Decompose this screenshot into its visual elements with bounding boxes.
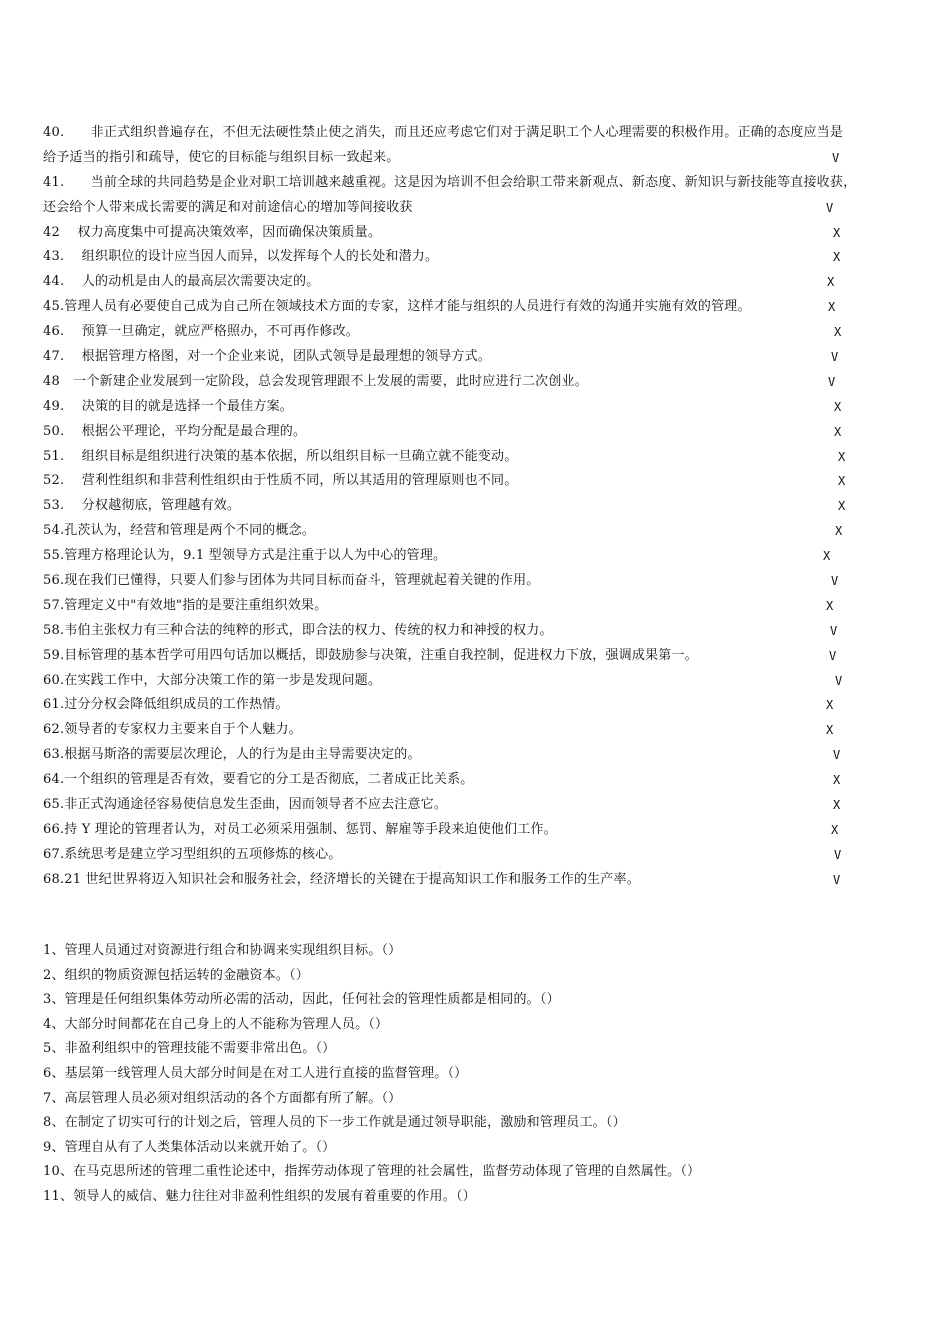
statement-text: 51. 组织目标是组织进行决策的基本依据，所以组织目标一旦确立就不能变动。: [43, 448, 518, 464]
statement-text: 47. 根据管理方格图，对一个企业来说，团队式领导是最理想的领导方式。: [43, 349, 492, 365]
statement-text: 52. 营利性组织和非营利性组织由于性质不同，所以其适用的管理原则也不同。: [43, 473, 518, 489]
question-item: 11、领导人的威信、魅力往往对非盈利性组织的发展有着重要的作用。（）: [43, 1188, 476, 1204]
statement-text: 58.韦伯主张权力有三种合法的纯粹的形式，即合法的权力、传统的权力和神授的权力。: [43, 622, 553, 638]
statement-text: 44. 人的动机是由人的最高层次需要决定的。: [43, 274, 320, 290]
statement-text: 43. 组织职位的设计应当因人而异，以发挥每个人的长处和潜力。: [43, 249, 439, 265]
question-item: 5、非盈利组织中的管理技能不需要非常出色。（）: [43, 1041, 336, 1057]
answer-mark: X: [835, 524, 843, 539]
statement-line: [43, 345, 913, 370]
answer-mark: X: [823, 549, 831, 564]
statement-line: [43, 793, 913, 818]
answer-mark: V: [828, 374, 836, 389]
statement-text: 45.管理人员有必要使自己成为自己所在领域技术方面的专家，这样才能与组织的人员进行有效的沟通并实施有效的管理。: [43, 299, 751, 315]
statement-line: [43, 743, 913, 768]
statement-line: [43, 619, 913, 644]
statement-text: 65.非正式沟通途径容易使信息发生歪曲，因而领导者不应去注意它。: [43, 797, 448, 813]
statement-line: [43, 718, 913, 743]
statement-line: [43, 469, 913, 494]
statement-text: 63.根据马斯洛的需要层次理论，人的行为是由主导需要决定的。: [43, 747, 421, 763]
statement-line: [43, 270, 913, 295]
answer-mark: V: [829, 648, 837, 663]
statement-line: [43, 370, 913, 395]
answer-mark: X: [833, 225, 841, 240]
statement-text: 59.目标管理的基本哲学可用四句话加以概括，即鼓励参与决策，注重自我控制，促进权力下放，强调成果第一。: [43, 647, 698, 663]
statement-text: 54.孔茨认为，经营和管理是两个不同的概念。: [43, 523, 316, 539]
statement-line: [43, 445, 913, 470]
statement-text: 42 权力高度集中可提高决策效率，因而确保决策质量。: [43, 224, 382, 240]
answer-mark: X: [838, 499, 846, 514]
statement-text: 57.管理定义中"有效地"指的是要注重组织效果。: [43, 597, 328, 613]
statement-line: [43, 221, 913, 246]
answer-mark: X: [833, 798, 841, 813]
question-list: [43, 939, 913, 1210]
answer-mark: X: [826, 598, 834, 613]
statement-line: [43, 146, 913, 171]
statement-line: [43, 818, 913, 843]
answer-mark: X: [833, 773, 841, 788]
statement-line: [43, 693, 913, 718]
statement-text: 62.领导者的专家权力主要来自于个人魅力。: [43, 722, 302, 738]
statement-line: [43, 245, 913, 270]
answer-mark: V: [830, 623, 838, 638]
answer-mark: X: [828, 300, 836, 315]
statement-text: 64.一个组织的管理是否有效，要看它的分工是否彻底，二者成正比关系。: [43, 772, 474, 788]
answer-mark: V: [826, 200, 834, 215]
answer-mark: V: [835, 673, 843, 688]
statement-text: 55.管理方格理论认为，9.1 型领导方式是注重于以人为中心的管理。: [43, 548, 447, 564]
statement-line: [43, 121, 913, 146]
statement-text: 56.现在我们已懂得，只要人们参与团体为共同目标而奋斗，管理就起着关键的作用。: [43, 573, 540, 589]
statement-line: [43, 594, 913, 619]
statement-text: 60.在实践工作中，大部分决策工作的第一步是发现问题。: [43, 672, 382, 688]
statement-text: 48 一个新建企业发展到一定阶段，总会发现管理跟不上发展的需要，此时应进行二次创业。: [43, 373, 588, 389]
answer-mark: X: [827, 275, 835, 290]
question-item: 9、管理自从有了人类集体活动以来就开始了。（）: [43, 1139, 336, 1155]
statement-line: [43, 644, 913, 669]
statement-text: 40. 非正式组织普遍存在，不但无法硬性禁止使之消失，而且还应考虑它们对于满足职工个人心理需要的积极作用。正确的态度应当是: [43, 125, 844, 140]
statement-text: 67.系统思考是建立学习型组织的五项修炼的核心。: [43, 846, 342, 862]
judgment-answer-list: [43, 121, 913, 893]
question-item: 1、管理人员通过对资源进行组合和协调来实现组织目标。（）: [43, 943, 402, 958]
answer-mark: V: [831, 350, 839, 365]
answer-mark: V: [833, 872, 841, 887]
statement-line: [43, 494, 913, 519]
statement-line: [43, 320, 913, 345]
answer-mark: X: [833, 250, 841, 265]
statement-text: 49. 决策的目的就是选择一个最佳方案。: [43, 398, 294, 414]
statement-text: 还会给个人带来成长需要的满足和对前途信心的增加等间接收获: [43, 199, 413, 215]
answer-mark: X: [826, 698, 834, 713]
statement-line: [43, 669, 913, 694]
statement-line: [43, 768, 913, 793]
question-item: 2、组织的物质资源包括运转的金融资本。（）: [43, 967, 309, 983]
answer-mark: V: [834, 847, 842, 862]
statement-text: 68.21 世纪世界将迈入知识社会和服务社会，经济增长的关键在于提高知识工作和服务工作的生产率。: [43, 871, 640, 887]
statement-text: 41. 当前全球的共同趋势是企业对职工培训越来越重视。这是因为培训不但会给职工带来新观点、新态度、新知识与新技能等直接收获，: [43, 174, 857, 190]
question-item: 6、基层第一线管理人员大部分时间是在对工人进行直接的监督管理。（）: [43, 1065, 468, 1081]
statement-line: [43, 420, 913, 445]
question-item: 4、大部分时间都花在自己身上的人不能称为管理人员。（）: [43, 1016, 389, 1032]
statement-line: [43, 295, 913, 320]
answer-mark: V: [833, 748, 841, 763]
answer-mark: V: [832, 150, 840, 165]
question-item: 8、在制定了切实可行的计划之后，管理人员的下一步工作就是通过领导职能，激励和管理员工。（）: [43, 1115, 626, 1131]
answer-mark: V: [831, 574, 839, 589]
statement-line: [43, 171, 913, 196]
statement-line: [43, 519, 913, 544]
answer-mark: X: [834, 424, 842, 439]
statement-text: 66.持 Y 理论的管理者认为，对员工必须采用强制、惩罚、解雇等手段来迫使他们工作。: [43, 821, 557, 837]
question-item: 7、高层管理人员必须对组织活动的各个方面都有所了解。（）: [43, 1090, 402, 1106]
statement-line: [43, 196, 913, 221]
answer-mark: X: [834, 399, 842, 414]
statement-text: 61.过分分权会降低组织成员的工作热情。: [43, 697, 289, 713]
statement-text: 给予适当的指引和疏导，使它的目标能与组织目标一致起来。: [43, 149, 400, 165]
answer-mark: X: [838, 449, 846, 464]
answer-mark: X: [831, 822, 839, 837]
statement-text: 53. 分权越彻底，管理越有效。: [43, 498, 241, 514]
question-item: 10、在马克思所述的管理二重性论述中，指挥劳动体现了管理的社会属性，监督劳动体现了管理的自然属性。（）: [43, 1164, 701, 1180]
statement-text: 46. 预算一旦确定，就应严格照办，不可再作修改。: [43, 324, 360, 340]
answer-mark: X: [838, 474, 846, 489]
question-item: 3、管理是任何组织集体劳动所必需的活动，因此，任何社会的管理性质都是相同的。（）: [43, 992, 560, 1008]
statement-line: [43, 868, 913, 893]
statement-line: [43, 395, 913, 420]
statement-line: [43, 544, 913, 569]
answer-mark: X: [826, 723, 834, 738]
statement-line: [43, 569, 913, 594]
statement-line: [43, 843, 913, 868]
answer-mark: X: [834, 325, 842, 340]
statement-text: 50. 根据公平理论，平均分配是最合理的。: [43, 423, 307, 439]
